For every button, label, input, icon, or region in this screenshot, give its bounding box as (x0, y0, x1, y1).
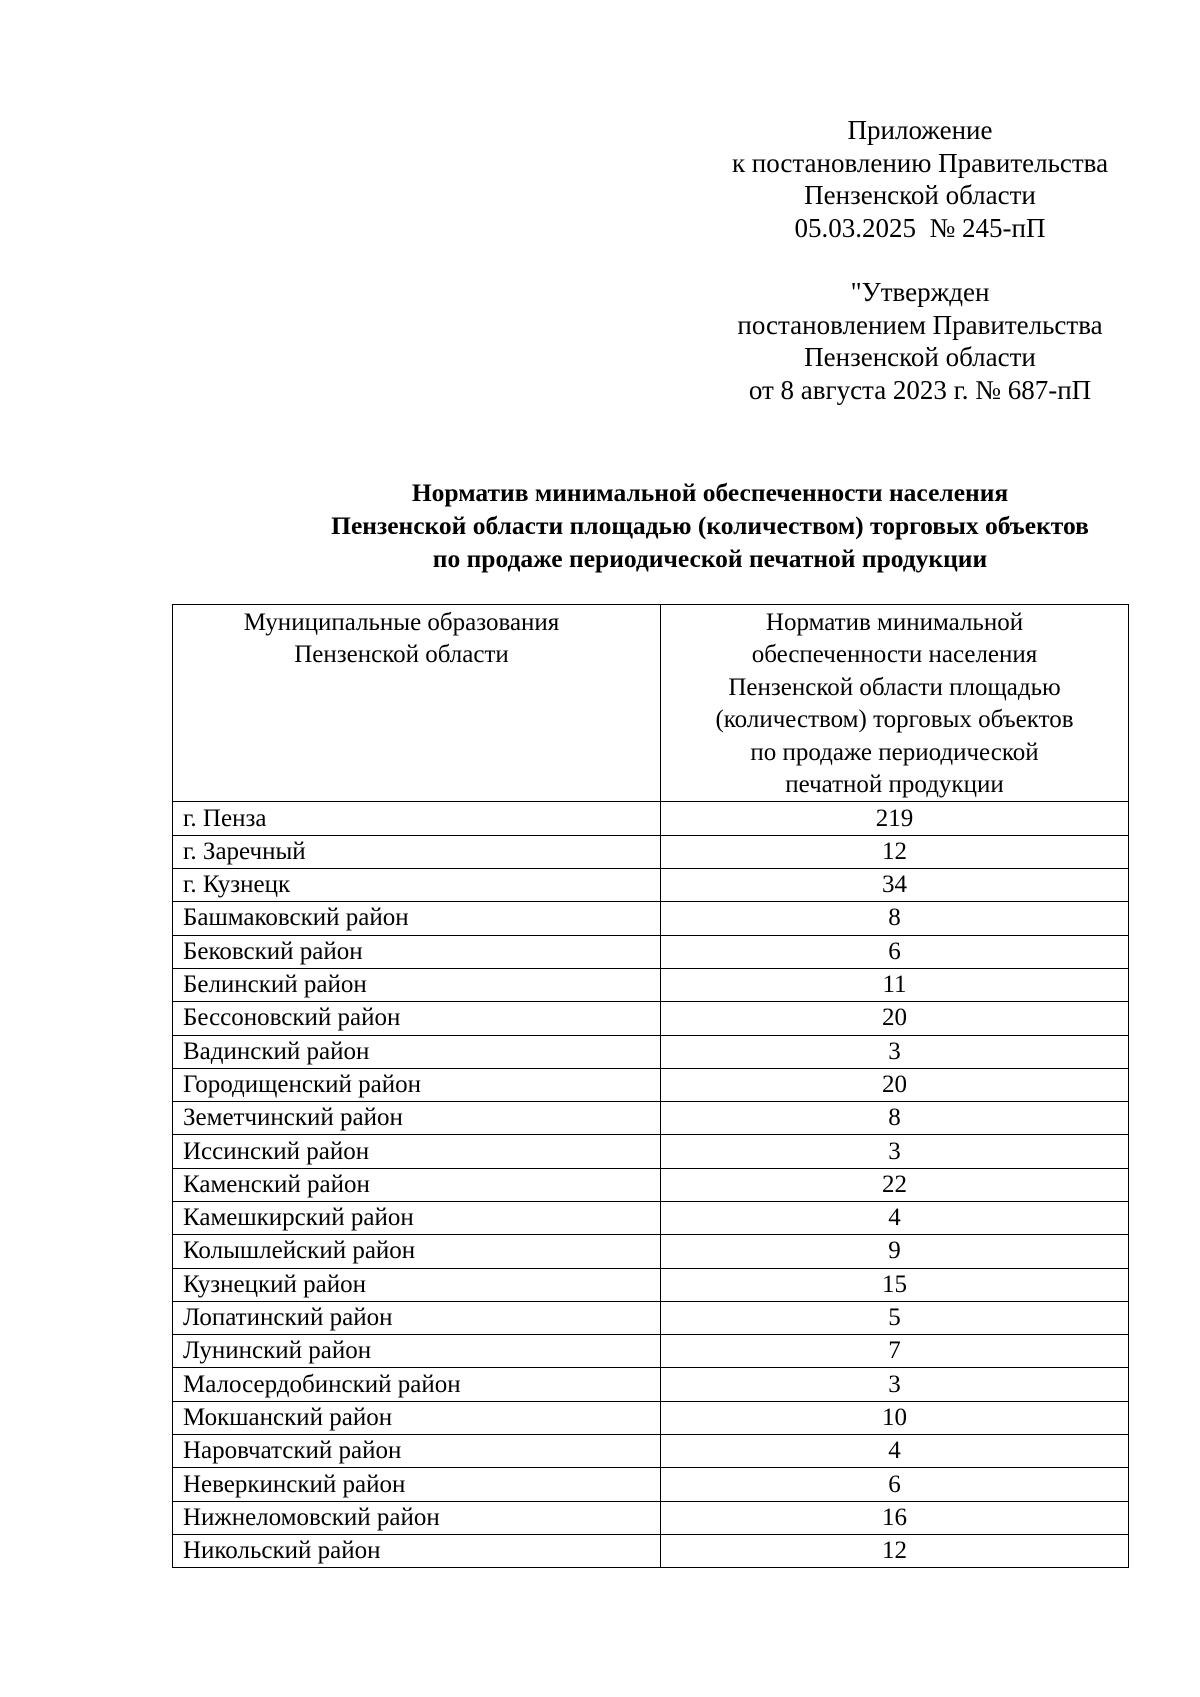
municipality-name: г. Заречный (173, 835, 661, 868)
title-line: Пензенской области площадью (количеством) торговых объектов (331, 511, 1089, 540)
municipality-name: Кузнецкий район (173, 1268, 661, 1301)
municipality-name: Мокшанский район (173, 1401, 661, 1434)
table-row (173, 902, 1129, 935)
norm-value: 9 (661, 1235, 1129, 1268)
norm-value: 20 (661, 1068, 1129, 1101)
norm-value: 3 (661, 1368, 1129, 1401)
municipality-name: Вадинский район (173, 1035, 661, 1068)
municipality-name: Лунинский район (173, 1335, 661, 1368)
header-municipalities (173, 605, 661, 802)
norm-value: 12 (661, 1534, 1129, 1567)
table-header-row (173, 605, 1129, 802)
municipality-name: Бековский район (173, 935, 661, 968)
table-row (173, 1468, 1129, 1501)
table-row (173, 1035, 1129, 1068)
table-row (173, 1401, 1129, 1434)
header-line: обеспеченности населения (751, 641, 1038, 669)
header-line: (количеством) торговых объектов (715, 706, 1074, 734)
table-row (173, 1235, 1129, 1268)
norm-value: 6 (661, 1468, 1129, 1501)
table-row (173, 1202, 1129, 1235)
table-row (173, 1102, 1129, 1135)
appendix-line: Приложение (847, 115, 993, 145)
norm-value: 12 (661, 835, 1129, 868)
norm-value: 34 (661, 869, 1129, 902)
norm-table (172, 604, 1129, 1568)
norm-value: 10 (661, 1401, 1129, 1434)
table-row (173, 1534, 1129, 1567)
table-row (173, 869, 1129, 902)
table-row (173, 1268, 1129, 1301)
municipality-name: Башмаковский район (173, 902, 661, 935)
norm-value: 4 (661, 1202, 1129, 1235)
table-row (173, 1435, 1129, 1468)
table-row (173, 835, 1129, 868)
table-row (173, 1002, 1129, 1035)
municipality-name: Колышлейский район (173, 1235, 661, 1268)
municipality-name: Наровчатский район (173, 1435, 661, 1468)
table-row (173, 802, 1129, 835)
header-line: печатной продукции (785, 771, 1004, 799)
table-row (173, 1301, 1129, 1334)
municipality-name: г. Пенза (173, 802, 661, 835)
header-line: Пензенской области (294, 641, 509, 669)
municipality-name: г. Кузнецк (173, 869, 661, 902)
title-line: по продаже периодической печатной продукции (432, 544, 988, 573)
document-title (170, 476, 1200, 575)
municipality-name: Неверкинский район (173, 1468, 661, 1501)
approval-line: от 8 августа 2023 г. № 687-пП (748, 374, 1092, 405)
municipality-name: Земетчинский район (173, 1102, 661, 1135)
table-row (173, 1168, 1129, 1201)
header-line: Муниципальные образования (243, 609, 560, 636)
header-line: Пензенской области площадью (728, 673, 1061, 701)
norm-value: 11 (661, 968, 1129, 1001)
norm-value: 15 (661, 1268, 1129, 1301)
norm-value: 219 (661, 802, 1129, 835)
norm-value: 4 (661, 1435, 1129, 1468)
municipality-name: Лопатинский район (173, 1301, 661, 1334)
municipality-name: Городищенский район (173, 1068, 661, 1101)
municipality-name: Иссинский район (173, 1135, 661, 1168)
municipality-name: Белинский район (173, 968, 661, 1001)
approval-block (680, 276, 1160, 406)
municipality-name: Бессоновский район (173, 1002, 661, 1035)
table-row (173, 968, 1129, 1001)
approval-line: Пензенской области (804, 342, 1036, 372)
norm-value: 6 (661, 935, 1129, 968)
norm-value: 22 (661, 1168, 1129, 1201)
header-line: Норматив минимальной (765, 609, 1024, 636)
approval-line: "Утвержден (850, 277, 990, 307)
norm-value: 3 (661, 1035, 1129, 1068)
appendix-block (680, 114, 1160, 244)
municipality-name: Нижнеломовский район (173, 1501, 661, 1534)
appendix-line: Пензенской области (804, 180, 1036, 210)
approval-line: постановлением Правительства (737, 309, 1103, 340)
norm-value: 5 (661, 1301, 1129, 1334)
header-line: по продаже периодической (750, 738, 1039, 766)
title-line: Норматив минимальной обеспеченности населения (411, 478, 1009, 507)
municipality-name: Камешкирский район (173, 1202, 661, 1235)
appendix-line: к постановлению Правительства (731, 147, 1109, 178)
table-row (173, 1068, 1129, 1101)
norm-value: 8 (661, 1102, 1129, 1135)
table-row (173, 1501, 1129, 1534)
table-row (173, 1335, 1129, 1368)
norm-value: 16 (661, 1501, 1129, 1534)
appendix-line: 05.03.2025 № 245-пП (794, 212, 1046, 243)
municipality-name: Каменский район (173, 1168, 661, 1201)
municipality-name: Малосердобинский район (173, 1368, 661, 1401)
header-norm (661, 605, 1129, 802)
municipality-name: Никольский район (173, 1534, 661, 1567)
norm-value: 7 (661, 1335, 1129, 1368)
norm-value: 8 (661, 902, 1129, 935)
table-row (173, 1368, 1129, 1401)
table-row (173, 1135, 1129, 1168)
norm-value: 20 (661, 1002, 1129, 1035)
norm-value: 3 (661, 1135, 1129, 1168)
table-row (173, 935, 1129, 968)
